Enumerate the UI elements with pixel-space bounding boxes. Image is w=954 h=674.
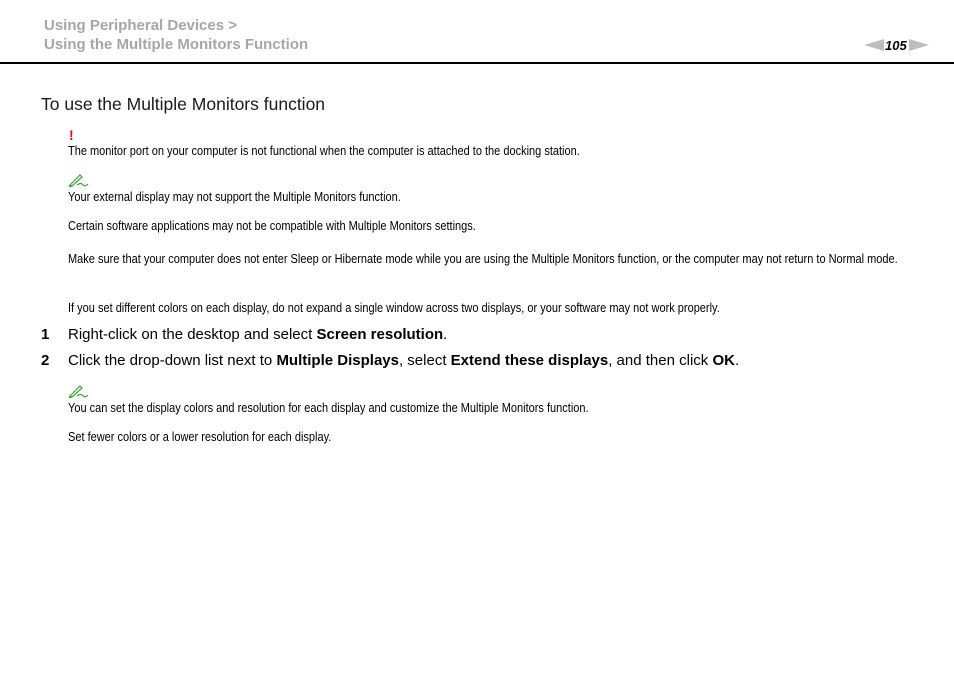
note-pencil-icon (68, 384, 90, 398)
previous-page-arrow-icon[interactable] (864, 39, 884, 51)
ui-term: OK (712, 352, 735, 369)
page-navigator (864, 37, 929, 53)
ui-term: Extend these displays (450, 352, 609, 369)
note-paragraph: Set fewer colors or a lower resolution for each display. (68, 430, 332, 444)
step-number: 1 (41, 326, 50, 343)
ui-term: Screen resolution (316, 326, 444, 343)
step-text: Right-click on the desktop and select Screen resolution. (68, 326, 448, 343)
note-paragraph: If you set different colors on each display, do not expand a single window across two displays, or your software may not work properly. (68, 301, 720, 315)
note-pencil-icon (68, 173, 90, 187)
breadcrumb-current: Using the Multiple Monitors Function (44, 36, 309, 53)
note-paragraph: Make sure that your computer does not enter Sleep or Hibernate mode while you are using the Multiple Monitors function, or the computer may not return to Normal mode. (68, 252, 898, 266)
header-divider (0, 62, 954, 64)
note-paragraph: Your external display may not support the Multiple Monitors function. (68, 190, 401, 204)
warning-text: The monitor port on your computer is not functional when the computer is attached to the docking station. (68, 144, 580, 158)
ui-term: Multiple Displays (276, 352, 399, 369)
breadcrumb-parent[interactable]: Using Peripheral Devices > (44, 17, 238, 34)
step-number: 2 (41, 352, 50, 369)
note-paragraph: You can set the display colors and resolution for each display and customize the Multiple Monitors function. (68, 401, 589, 415)
section-title: To use the Multiple Monitors function (41, 94, 326, 114)
step-text: Click the drop-down list next to Multiple Displays, select Extend these displays, and then click OK. (68, 352, 740, 369)
note-paragraph: Certain software applications may not be compatible with Multiple Monitors settings. (68, 219, 476, 233)
warning-icon: ! (69, 127, 74, 143)
page-number: 105 (885, 37, 907, 53)
next-page-arrow-icon[interactable] (909, 39, 929, 51)
